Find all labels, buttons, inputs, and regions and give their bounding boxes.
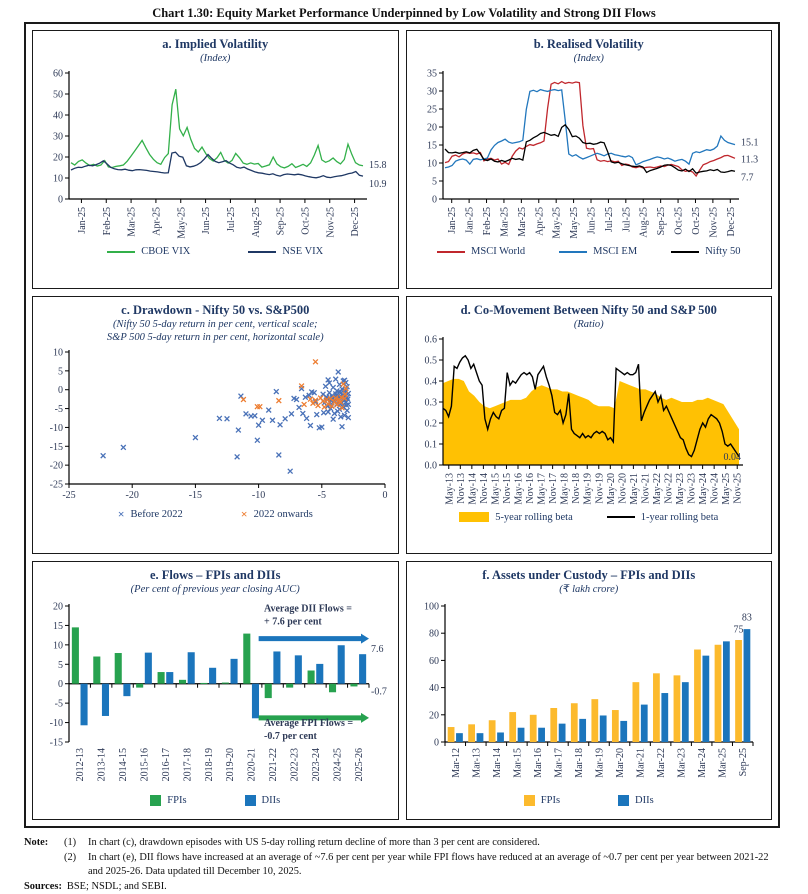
legend-label: DIIs — [261, 795, 281, 807]
panel-flows — [32, 561, 399, 820]
assets-bar-chart — [409, 598, 769, 794]
svg-text:Mar-13: Mar-13 — [471, 748, 483, 779]
svg-text:Nov-21: Nov-21 — [640, 472, 652, 504]
svg-text:May-24: May-24 — [697, 472, 709, 505]
panel-f-legend — [524, 795, 654, 806]
panel-b-title: b. Realised Volatility — [533, 37, 644, 51]
svg-text:Feb-25: Feb-25 — [102, 207, 113, 236]
implied-volatility-chart — [35, 67, 395, 245]
svg-text:0.1: 0.1 — [424, 439, 437, 451]
panel-f-subtitle: (₹ lakh crore) — [559, 584, 619, 596]
svg-text:May-13: May-13 — [444, 472, 456, 505]
svg-text:83: 83 — [741, 612, 752, 624]
svg-text:5: 5 — [58, 366, 64, 378]
svg-text:0: 0 — [433, 737, 439, 749]
svg-text:Mar-25: Mar-25 — [126, 207, 138, 237]
note-2 — [24, 851, 786, 880]
svg-text:2017-18: 2017-18 — [182, 748, 194, 782]
realised-volatility-chart — [409, 67, 769, 245]
svg-text:20: 20 — [53, 601, 64, 613]
svg-text:May-14: May-14 — [467, 472, 479, 505]
svg-text:Mar-15: Mar-15 — [512, 748, 524, 779]
svg-text:Jul-25: Jul-25 — [603, 207, 615, 232]
svg-text:30: 30 — [53, 131, 64, 143]
legend-fpis — [524, 795, 560, 806]
svg-text:May-25: May-25 — [568, 207, 580, 239]
legend-label: Before 2022 — [130, 508, 183, 520]
legend-fpis — [150, 795, 186, 806]
svg-text:0.04: 0.04 — [723, 451, 741, 463]
2022-onwards-marker-swatch: × — [240, 507, 248, 522]
legend-nifty-50 — [671, 246, 740, 257]
svg-text:2012-13: 2012-13 — [75, 748, 87, 782]
legend-5y-beta — [459, 512, 573, 523]
panel-e-title: e. Flows – FPIs and DIIs — [149, 568, 281, 583]
panel-c-subtitle-line1: (Nifty 50 5-day return in per cent, vertical scale; — [112, 318, 318, 330]
before-2022-marker-swatch: × — [117, 507, 125, 522]
svg-text:2020-21: 2020-21 — [246, 748, 258, 782]
legend-label: Nifty 50 — [705, 246, 741, 257]
note-label: Note: — [24, 837, 49, 848]
svg-text:2018-19: 2018-19 — [204, 748, 216, 782]
svg-text:0.6: 0.6 — [424, 334, 437, 346]
panel-d-title: d. Co-Movement Between Nifty 50 and S&P 500 — [460, 302, 717, 317]
svg-text:+ 7.6 per cent: + 7.6 per cent — [264, 616, 322, 628]
svg-text:Mar-25: Mar-25 — [499, 207, 511, 237]
svg-text:Oct-25: Oct-25 — [673, 207, 685, 235]
svg-text:Nov-19: Nov-19 — [594, 472, 606, 504]
panel-d-subtitle: (Ratio) — [573, 318, 604, 330]
one-year-beta-line-swatch — [607, 516, 635, 518]
svg-text:0.0: 0.0 — [424, 460, 437, 472]
svg-text:May-20: May-20 — [605, 472, 617, 505]
svg-text:Mar-21: Mar-21 — [635, 748, 647, 779]
svg-text:40: 40 — [428, 683, 439, 695]
svg-text:Jan-25: Jan-25 — [77, 207, 89, 234]
svg-text:Jan-25: Jan-25 — [446, 207, 458, 234]
panel-co-movement — [406, 296, 773, 555]
svg-text:Nov-22: Nov-22 — [663, 472, 675, 504]
sources-row — [24, 880, 786, 894]
svg-text:20: 20 — [53, 152, 64, 164]
svg-text:Mar-16: Mar-16 — [532, 748, 544, 779]
panel-a-legend — [107, 246, 323, 257]
panel-a-subtitle: (Index) — [200, 53, 231, 64]
svg-text:Nov-15: Nov-15 — [501, 472, 513, 504]
svg-text:0: 0 — [58, 194, 64, 206]
svg-text:100: 100 — [423, 601, 439, 613]
svg-text:0: 0 — [58, 384, 64, 396]
svg-text:Mar-25: Mar-25 — [516, 207, 528, 237]
svg-text:Nov-25: Nov-25 — [325, 207, 337, 238]
svg-text:-5: -5 — [54, 698, 64, 710]
svg-text:May-17: May-17 — [536, 472, 548, 505]
diis-square-swatch — [245, 795, 256, 806]
svg-text:May-21: May-21 — [628, 472, 640, 505]
svg-text:Nov-25: Nov-25 — [732, 472, 744, 504]
svg-text:15: 15 — [426, 140, 437, 152]
svg-text:Nov-13: Nov-13 — [455, 472, 467, 504]
svg-text:60: 60 — [53, 68, 64, 80]
svg-text:7.6: 7.6 — [371, 644, 384, 656]
drawdown-scatter-chart — [35, 346, 395, 508]
svg-text:-0.7: -0.7 — [371, 686, 388, 698]
svg-text:2024-25: 2024-25 — [332, 748, 344, 782]
fpis-square-swatch — [150, 795, 161, 806]
svg-text:Jun-25: Jun-25 — [201, 207, 213, 235]
svg-text:Mar-22: Mar-22 — [655, 748, 667, 779]
svg-text:May-25: May-25 — [176, 207, 188, 239]
svg-text:25: 25 — [426, 104, 437, 116]
svg-text:10: 10 — [53, 173, 64, 185]
msci-world-line-swatch — [437, 251, 465, 253]
svg-text:Sep-25: Sep-25 — [737, 748, 749, 777]
co-movement-chart — [409, 333, 769, 511]
panel-a-title: a. Implied Volatility — [162, 37, 269, 51]
svg-text:Oct-25: Oct-25 — [690, 207, 702, 235]
five-year-beta-area-swatch — [459, 512, 489, 522]
diis-square-swatch — [618, 795, 629, 806]
legend-label: DIIs — [635, 795, 654, 807]
panel-f-title: f. Assets under Custody – FPIs and DIIs — [482, 568, 696, 583]
svg-text:Nov-18: Nov-18 — [570, 472, 582, 504]
msci-em-line-swatch — [559, 251, 587, 253]
svg-text:May-25: May-25 — [720, 472, 732, 505]
legend-label: MSCI EM — [593, 246, 638, 257]
svg-text:10.9: 10.9 — [369, 179, 387, 191]
svg-text:2025-26: 2025-26 — [354, 748, 366, 782]
legend-nse-vix — [248, 246, 323, 257]
legend-label: FPIs — [540, 795, 561, 807]
svg-text:2022-23: 2022-23 — [289, 748, 301, 782]
svg-text:-15: -15 — [49, 737, 64, 749]
note-1-text: In chart (c), drawdown episodes with US 5-day rolling return decline of more than 3 per cent are considered. — [88, 837, 540, 848]
svg-text:May-19: May-19 — [582, 472, 594, 505]
legend-msci-world — [437, 246, 525, 257]
legend-diis — [245, 795, 281, 806]
svg-text:Dec-25: Dec-25 — [725, 207, 737, 237]
svg-text:Nov-17: Nov-17 — [547, 472, 559, 504]
svg-text:-0.7 per cent: -0.7 per cent — [264, 731, 318, 743]
svg-text:Mar-14: Mar-14 — [491, 748, 503, 779]
footnotes — [24, 836, 786, 894]
svg-text:Oct-25: Oct-25 — [300, 207, 312, 235]
svg-text:Jan-25: Jan-25 — [464, 207, 476, 234]
svg-text:-5: -5 — [54, 403, 64, 415]
svg-text:Aug-25: Aug-25 — [251, 207, 262, 238]
svg-text:2015-16: 2015-16 — [139, 748, 151, 782]
legend-label: MSCI World — [471, 246, 526, 257]
svg-text:Apr-25: Apr-25 — [534, 207, 546, 236]
svg-text:May-25: May-25 — [551, 207, 563, 239]
sources-label: Sources: — [24, 880, 62, 892]
cboe-vix-line-swatch — [107, 251, 135, 253]
legend-label: 5-year rolling beta — [495, 511, 573, 523]
panel-b-subtitle: (Index) — [573, 53, 604, 64]
svg-text:Mar-18: Mar-18 — [573, 748, 585, 779]
svg-text:0.5: 0.5 — [424, 355, 437, 367]
legend-label: 2022 onwards — [253, 508, 313, 520]
svg-text:11.3: 11.3 — [740, 154, 758, 166]
note-1-number: (1) — [64, 837, 77, 848]
svg-text:75: 75 — [733, 624, 744, 636]
legend-2022-onwards — [241, 509, 313, 520]
svg-text:Average DII Flows =: Average DII Flows = — [264, 603, 353, 615]
svg-text:2019-20: 2019-20 — [225, 748, 237, 782]
chart-grid — [24, 22, 780, 828]
svg-text:15: 15 — [53, 621, 64, 633]
panel-assets-under-custody — [406, 561, 773, 820]
svg-text:Jul-25: Jul-25 — [621, 207, 633, 232]
svg-text:60: 60 — [428, 656, 439, 668]
legend-label: CBOE VIX — [141, 246, 191, 257]
svg-text:Nov-14: Nov-14 — [478, 472, 490, 504]
svg-text:35: 35 — [426, 68, 437, 80]
svg-text:-15: -15 — [49, 441, 64, 453]
panel-b-legend — [437, 246, 740, 257]
nse-vix-line-swatch — [248, 251, 276, 253]
svg-text:-5: -5 — [317, 489, 327, 501]
svg-text:50: 50 — [53, 89, 64, 101]
svg-text:Average FPI Flows =: Average FPI Flows = — [264, 718, 354, 730]
svg-text:May-15: May-15 — [490, 472, 502, 505]
svg-text:5: 5 — [58, 660, 64, 672]
svg-text:20: 20 — [428, 710, 439, 722]
panel-c-title: c. Drawdown - Nifty 50 vs. S&P500 — [121, 302, 310, 317]
legend-label: NSE VIX — [282, 246, 324, 257]
panel-realised-volatility — [406, 30, 773, 289]
legend-before-2022 — [118, 509, 183, 520]
legend-1y-beta — [607, 512, 719, 523]
svg-text:-25: -25 — [62, 489, 76, 501]
svg-text:80: 80 — [428, 629, 439, 641]
svg-text:0.3: 0.3 — [424, 397, 437, 409]
svg-text:-15: -15 — [188, 489, 203, 501]
panel-implied-volatility — [32, 30, 399, 289]
svg-text:10: 10 — [53, 347, 64, 359]
svg-text:Mar-19: Mar-19 — [594, 748, 606, 779]
svg-text:Apr-25: Apr-25 — [151, 207, 163, 236]
svg-text:Mar-12: Mar-12 — [450, 748, 462, 779]
svg-text:0: 0 — [58, 679, 64, 691]
svg-text:-10: -10 — [49, 718, 64, 730]
svg-text:Aug-25: Aug-25 — [638, 207, 650, 238]
svg-text:5: 5 — [431, 176, 437, 188]
svg-text:20: 20 — [426, 122, 437, 134]
svg-text:Mar-24: Mar-24 — [696, 748, 708, 779]
svg-text:10: 10 — [426, 158, 437, 170]
svg-text:May-18: May-18 — [559, 472, 571, 505]
svg-text:-20: -20 — [125, 489, 140, 501]
svg-text:Nov-25: Nov-25 — [708, 207, 720, 238]
panel-e-legend — [150, 795, 280, 806]
chart-title: Chart 1.30: Equity Market Performance Underpinned by Low Volatility and Strong DII Flows — [152, 6, 656, 20]
legend-diis — [618, 795, 654, 806]
panel-c-legend — [118, 509, 313, 520]
svg-text:Jul-25: Jul-25 — [226, 207, 238, 232]
note-1 — [24, 836, 786, 851]
note-2-text: In chart (e), DII flows have increased at an average of ~7.6 per cent per year while FPI flows have reduced at an average of ~0.7 per cent per year between 2021-22 and 2025-26. Data updated till December 10, 2025. — [88, 851, 769, 877]
svg-text:May-23: May-23 — [674, 472, 686, 505]
sources-text: BSE; NSDL; and SEBI. — [66, 880, 167, 892]
legend-cboe-vix — [107, 246, 190, 257]
legend-label: FPIs — [167, 795, 187, 807]
svg-text:40: 40 — [53, 110, 64, 122]
panel-d-legend — [459, 512, 718, 523]
note-indent — [24, 851, 64, 880]
svg-text:2016-17: 2016-17 — [161, 748, 173, 782]
svg-text:10: 10 — [53, 640, 64, 652]
svg-text:Dec-25: Dec-25 — [350, 207, 362, 237]
svg-text:15.8: 15.8 — [369, 159, 387, 171]
svg-text:2023-24: 2023-24 — [311, 748, 323, 782]
svg-text:30: 30 — [426, 86, 437, 98]
svg-text:Mar-25: Mar-25 — [717, 748, 729, 779]
svg-text:May-16: May-16 — [513, 472, 525, 505]
svg-text:2013-14: 2013-14 — [96, 748, 108, 782]
fpis-square-swatch — [524, 795, 535, 806]
flows-bar-chart — [35, 598, 395, 794]
svg-text:Nov-20: Nov-20 — [617, 472, 629, 504]
svg-text:Mar-17: Mar-17 — [553, 748, 565, 779]
svg-text:0: 0 — [382, 489, 388, 501]
legend-msci-em — [559, 246, 637, 257]
svg-text:Jun-25: Jun-25 — [586, 207, 598, 235]
svg-text:2014-15: 2014-15 — [118, 748, 130, 782]
panel-c-subtitle-line2: S&P 500 5-day return in per cent, horizontal scale) — [106, 331, 324, 343]
svg-text:7.7: 7.7 — [740, 172, 754, 184]
svg-text:-20: -20 — [49, 460, 64, 472]
note-2-number: (2) — [64, 851, 77, 863]
svg-text:Nov-24: Nov-24 — [709, 472, 721, 504]
svg-text:Mar-20: Mar-20 — [614, 748, 626, 779]
svg-text:Feb-25: Feb-25 — [481, 207, 493, 236]
svg-text:Sep-25: Sep-25 — [655, 207, 667, 236]
svg-text:-10: -10 — [252, 489, 266, 501]
svg-text:May-22: May-22 — [651, 472, 663, 505]
panel-drawdown-scatter — [32, 296, 399, 555]
svg-text:15.1: 15.1 — [740, 137, 759, 149]
svg-text:2021-22: 2021-22 — [268, 748, 280, 782]
nifty-50-line-swatch — [671, 251, 699, 253]
svg-text:-25: -25 — [49, 479, 64, 491]
panel-e-subtitle: (Per cent of previous year closing AUC) — [130, 584, 300, 596]
svg-text:0.2: 0.2 — [424, 418, 437, 430]
svg-text:Sep-25: Sep-25 — [275, 206, 287, 236]
svg-text:Mar-23: Mar-23 — [676, 748, 688, 779]
svg-text:0.4: 0.4 — [424, 376, 437, 388]
svg-text:Nov-23: Nov-23 — [686, 472, 698, 504]
svg-text:Nov-16: Nov-16 — [524, 472, 536, 504]
svg-text:-10: -10 — [49, 422, 64, 434]
legend-label: 1-year rolling beta — [640, 511, 719, 523]
svg-text:0: 0 — [431, 194, 437, 206]
